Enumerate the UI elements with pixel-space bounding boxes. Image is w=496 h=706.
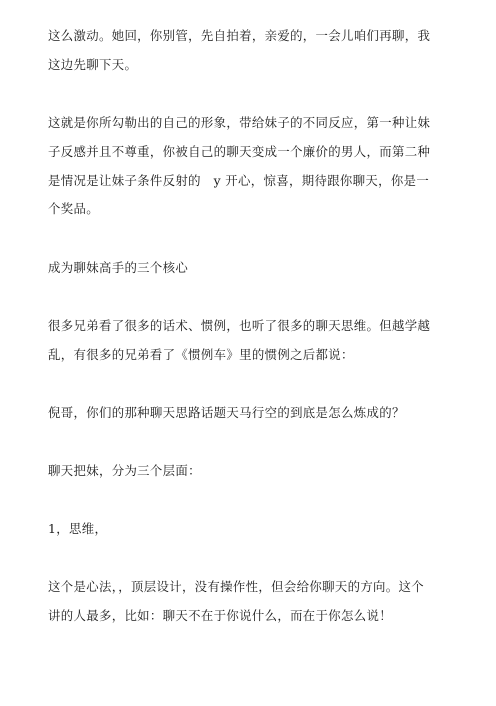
paragraph-line: 聊天把妹，分为三个层面： [48, 463, 201, 478]
paragraph-line: 这边先聊下天。 [48, 57, 138, 72]
paragraph-line: 子反感并且不尊重，你被自己的聊天变成一个廉价的男人，而第二种 [48, 144, 431, 159]
paragraph-line: 讲的人最多，比如：聊天不在于你说什么，而在于你怎么说！ [48, 608, 392, 623]
section-heading: 成为聊妹高手的三个核心 [48, 260, 189, 275]
paragraph-line: 很多兄弟看了很多的话术、惯例，也听了很多的聊天思维。但越学越 [48, 318, 431, 333]
paragraph-line: 倪哥，你们的那种聊天思路话题天马行空的到底是怎么炼成的？ [48, 405, 405, 420]
paragraph-line: 乱，有很多的兄弟看了《惯例车》里的惯例之后都说： [48, 347, 354, 362]
paragraph-line: 这么激动。她回，你别管，先自拍着，亲爱的，一会儿咱们再聊，我 [48, 28, 431, 43]
paragraph-line: 是情况是让妹子条件反射的 y 开心，惊喜，期待跟你聊天，你是一 [48, 173, 430, 188]
list-item-label: 1，思维， [48, 521, 108, 536]
paragraph-line: 这个是心法，，顶层设计，没有操作性，但会给你聊天的方向。这个 [48, 579, 425, 594]
paragraph-line: 这就是你所勾勒出的自己的形象，带给妹子的不同反应，第一种让妹 [48, 115, 431, 130]
paragraph-line: 个奖品。 [48, 201, 99, 216]
